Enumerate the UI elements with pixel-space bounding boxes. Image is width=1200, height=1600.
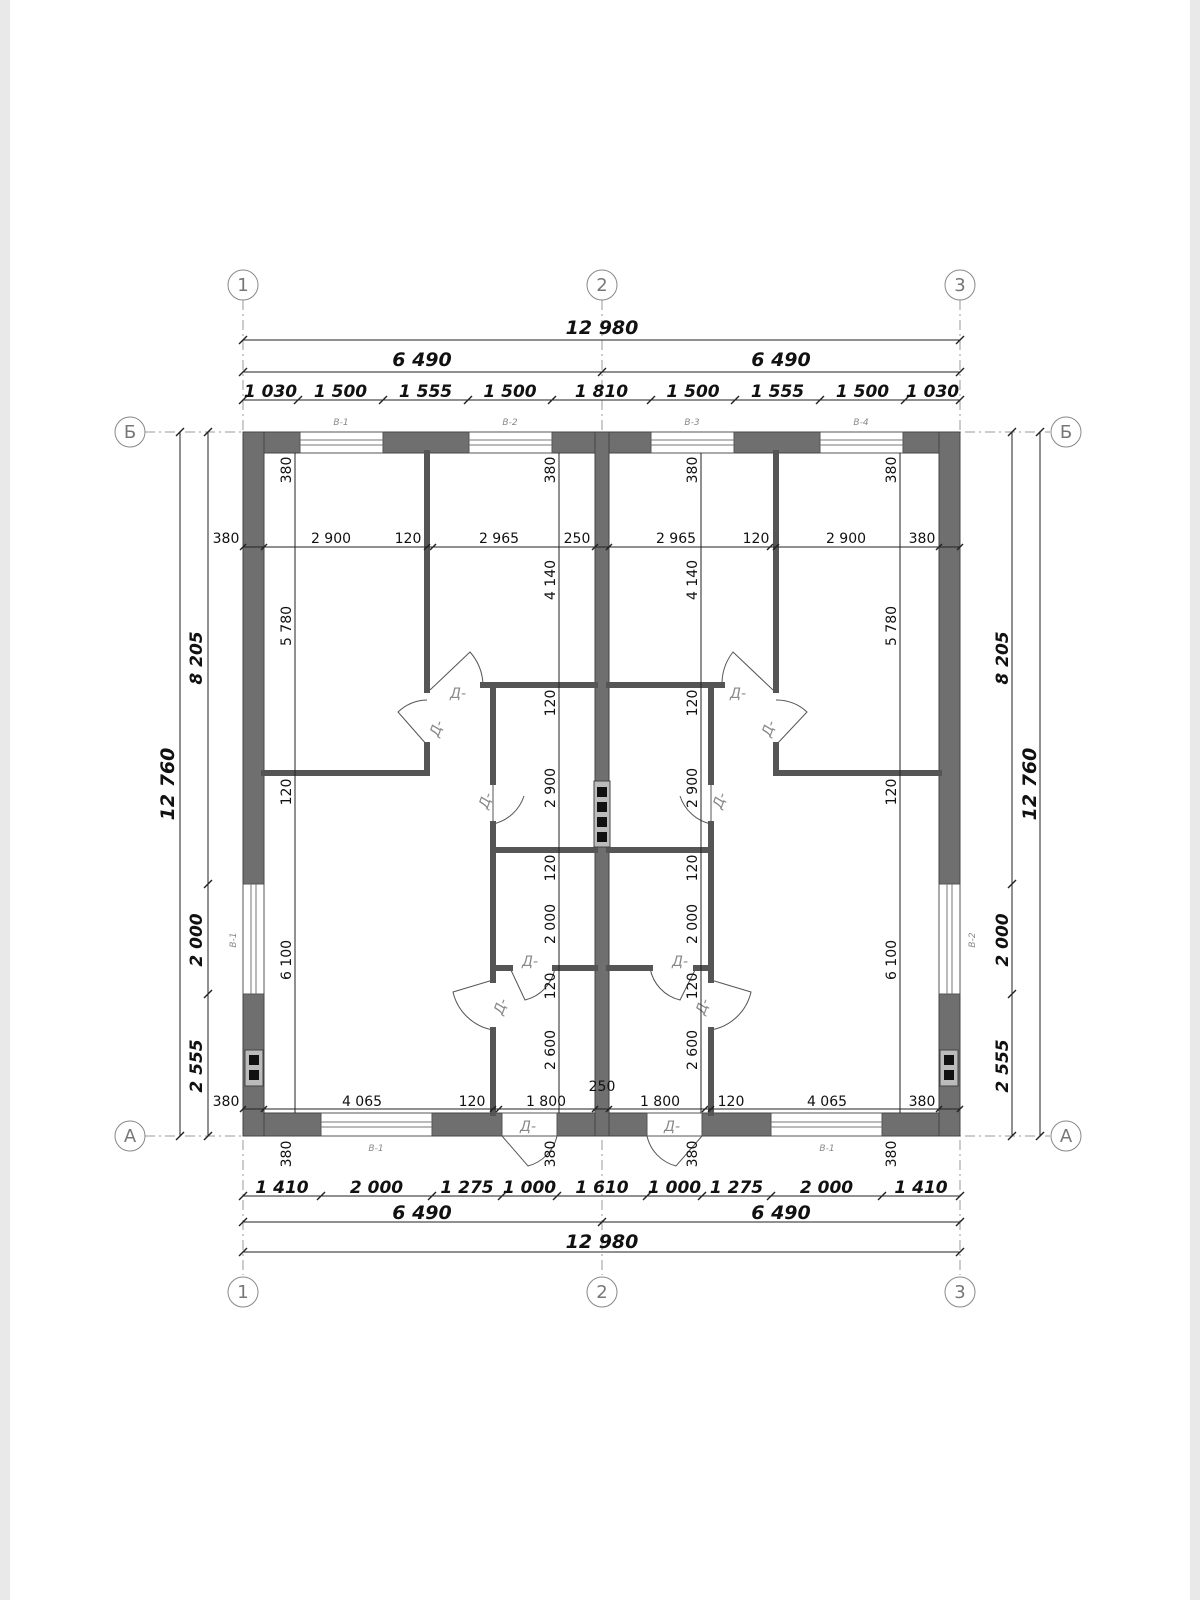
svg-text:1: 1: [237, 1282, 249, 1303]
axis-bubble-3-top: [945, 270, 975, 300]
int-v-6100-left: 6 100: [279, 939, 295, 981]
wall-right: [939, 432, 960, 1136]
int-v-120-e2: 120: [685, 854, 701, 882]
int-r2-4065-left: 4 065: [341, 1094, 383, 1110]
int-v-6100-right: 6 100: [884, 939, 900, 981]
axis-bubble-2-bottom: [587, 1277, 617, 1307]
bottom-segment-1: 1 410: [255, 1178, 309, 1198]
window-mark-right: В-2: [968, 932, 978, 948]
bottom-half-width-right: 6 490: [751, 1202, 811, 1224]
axis-bubble-1-top: [228, 270, 258, 300]
int-r1-2965-left: 2 965: [478, 531, 520, 547]
bottom-segment-8: 2 000: [799, 1178, 854, 1198]
int-v-380-b: 380: [279, 1140, 295, 1168]
bottom-segment-9: 1 410: [894, 1178, 948, 1198]
int-r2-380-right: 380: [908, 1094, 936, 1110]
int-v-380-f: 380: [685, 1140, 701, 1168]
int-v-120-right: 120: [884, 778, 900, 806]
int-r2-380-left: 380: [212, 1094, 240, 1110]
axis-bubble-2-top: [587, 270, 617, 300]
bottom-half-width-left: 6 490: [392, 1202, 452, 1224]
door-mark-9: Д-: [709, 790, 731, 811]
left-seg-8205: 8 205: [187, 631, 207, 685]
window-mark-bottom-left: В-1: [368, 1144, 384, 1154]
int-v-4140-right: 4 140: [685, 559, 701, 601]
bottom-total-width: 12 980: [565, 1231, 639, 1253]
top-segment-3: 1 555: [398, 382, 453, 402]
window-top-3: [651, 432, 734, 453]
door-mark-4: Д-: [522, 954, 538, 970]
door-mark-6: Д-: [520, 1119, 536, 1135]
window-top-1: [300, 432, 383, 453]
svg-text:3: 3: [954, 1282, 966, 1303]
window-top-4: [820, 432, 903, 453]
window-mark-bottom-right: В-1: [819, 1144, 835, 1154]
int-r2-4065-right: 4 065: [806, 1094, 848, 1110]
left-seg-2555: 2 555: [187, 1039, 207, 1093]
top-segment-1: 1 030: [243, 382, 298, 402]
door-mark-8: Д-: [758, 718, 780, 739]
axis-bubble-b-right: [1051, 417, 1081, 447]
int-r1-2900-right: 2 900: [825, 531, 867, 547]
int-r1-120-left: 120: [394, 531, 422, 547]
int-r2-120-right: 120: [717, 1094, 745, 1110]
int-r1-250: 250: [563, 531, 591, 547]
left-seg-2000: 2 000: [187, 913, 207, 967]
floor-plan-drawing: [10, 0, 1190, 1600]
bottom-segment-6: 1 000: [647, 1178, 702, 1198]
int-v-5780-left: 5 780: [279, 605, 295, 647]
int-r2-1800-left: 1 800: [525, 1094, 567, 1110]
svg-text:1: 1: [237, 275, 249, 296]
int-v-120-e1: 120: [685, 689, 701, 717]
door-mark-12: Д-: [664, 1119, 680, 1135]
int-r1-380-left: 380: [212, 531, 240, 547]
top-segment-2: 1 500: [313, 382, 368, 402]
window-mark-top-2: В-2: [502, 418, 518, 428]
door-mark-2: Д-: [426, 718, 448, 739]
int-v-380-a: 380: [279, 456, 295, 484]
int-v-380-h: 380: [884, 1140, 900, 1168]
int-v-120-c2: 120: [543, 854, 559, 882]
int-v-120-c3: 120: [543, 972, 559, 1000]
window-right: [939, 884, 960, 994]
top-segment-5: 1 810: [574, 382, 629, 402]
top-total-width: 12 980: [565, 317, 639, 339]
window-left: [243, 884, 264, 994]
bottom-segment-7: 1 275: [709, 1178, 764, 1198]
svg-text:Б: Б: [123, 422, 137, 443]
int-v-380-c: 380: [543, 456, 559, 484]
bottom-segment-2: 2 000: [349, 1178, 404, 1198]
window-mark-top-3: В-3: [684, 418, 700, 428]
int-r1-2965-right: 2 965: [655, 531, 697, 547]
right-total-height: 12 760: [1019, 747, 1041, 821]
right-seg-8205: 8 205: [993, 631, 1013, 685]
svg-text:2: 2: [596, 1282, 608, 1303]
svg-text:2: 2: [596, 275, 608, 296]
int-v-380-e: 380: [685, 456, 701, 484]
wall-left: [243, 432, 264, 1136]
left-total-height: 12 760: [157, 747, 179, 821]
int-v-2900-right: 2 900: [685, 767, 701, 809]
int-r2-250: 250: [588, 1079, 616, 1095]
svg-text:А: А: [1059, 1126, 1073, 1147]
top-half-width-left: 6 490: [392, 349, 452, 371]
top-segment-6: 1 500: [666, 382, 720, 402]
bottom-dimensions: [239, 1178, 964, 1256]
axis-bubble-a-left: [115, 1121, 145, 1151]
int-v-4140-left: 4 140: [543, 559, 559, 601]
top-half-width-right: 6 490: [751, 349, 811, 371]
bottom-segment-5: 1 610: [575, 1178, 629, 1198]
svg-text:Б: Б: [1059, 422, 1073, 443]
int-v-380-d: 380: [543, 1140, 559, 1168]
door-mark-5: Д-: [490, 996, 512, 1017]
int-v-120-e3: 120: [685, 972, 701, 1000]
window-bottom-right: [771, 1113, 882, 1136]
window-mark-top-4: В-4: [853, 418, 869, 428]
axis-bubble-3-bottom: [945, 1277, 975, 1307]
axis-bubble-b-left: [115, 417, 145, 447]
int-v-2600-right: 2 600: [685, 1029, 701, 1071]
top-segment-7: 1 555: [750, 382, 805, 402]
svg-text:3: 3: [954, 275, 966, 296]
bottom-segment-3: 1 275: [440, 1178, 494, 1198]
int-v-2900-left: 2 900: [543, 767, 559, 809]
window-bottom-left: [321, 1113, 432, 1136]
door-mark-11: Д-: [692, 996, 714, 1017]
window-mark-left: В-1: [229, 932, 239, 948]
right-seg-2000: 2 000: [993, 913, 1013, 967]
int-r1-120-right: 120: [742, 531, 770, 547]
axis-bubble-a-right: [1051, 1121, 1081, 1151]
drawing-sheet: [10, 0, 1190, 1600]
window-mark-top-1: В-1: [333, 418, 349, 428]
top-segment-8: 1 500: [835, 382, 890, 402]
int-v-380-g: 380: [884, 456, 900, 484]
door-mark-7: Д-: [730, 686, 746, 702]
top-segment-4: 1 500: [483, 382, 537, 402]
door-mark-1: Д-: [450, 686, 466, 702]
int-v-2000-right: 2 000: [685, 903, 701, 945]
int-v-5780-right: 5 780: [884, 605, 900, 647]
int-v-2600-left: 2 600: [543, 1029, 559, 1071]
int-v-120-c1: 120: [543, 689, 559, 717]
window-top-2: [469, 432, 552, 453]
door-mark-3: Д-: [475, 790, 497, 811]
door-mark-10: Д-: [672, 954, 688, 970]
right-seg-2555: 2 555: [993, 1039, 1013, 1093]
int-v-120-left: 120: [279, 778, 295, 806]
svg-text:А: А: [123, 1126, 137, 1147]
int-r2-120-left: 120: [458, 1094, 486, 1110]
int-r2-1800-right: 1 800: [639, 1094, 681, 1110]
int-r1-2900-left: 2 900: [310, 531, 352, 547]
int-r1-380-right: 380: [908, 531, 936, 547]
interior-dimension-texts: [213, 457, 936, 1168]
int-v-2000-left: 2 000: [543, 903, 559, 945]
axis-bubble-1-bottom: [228, 1277, 258, 1307]
top-segment-9: 1 030: [905, 382, 960, 402]
bottom-segment-4: 1 000: [502, 1178, 557, 1198]
